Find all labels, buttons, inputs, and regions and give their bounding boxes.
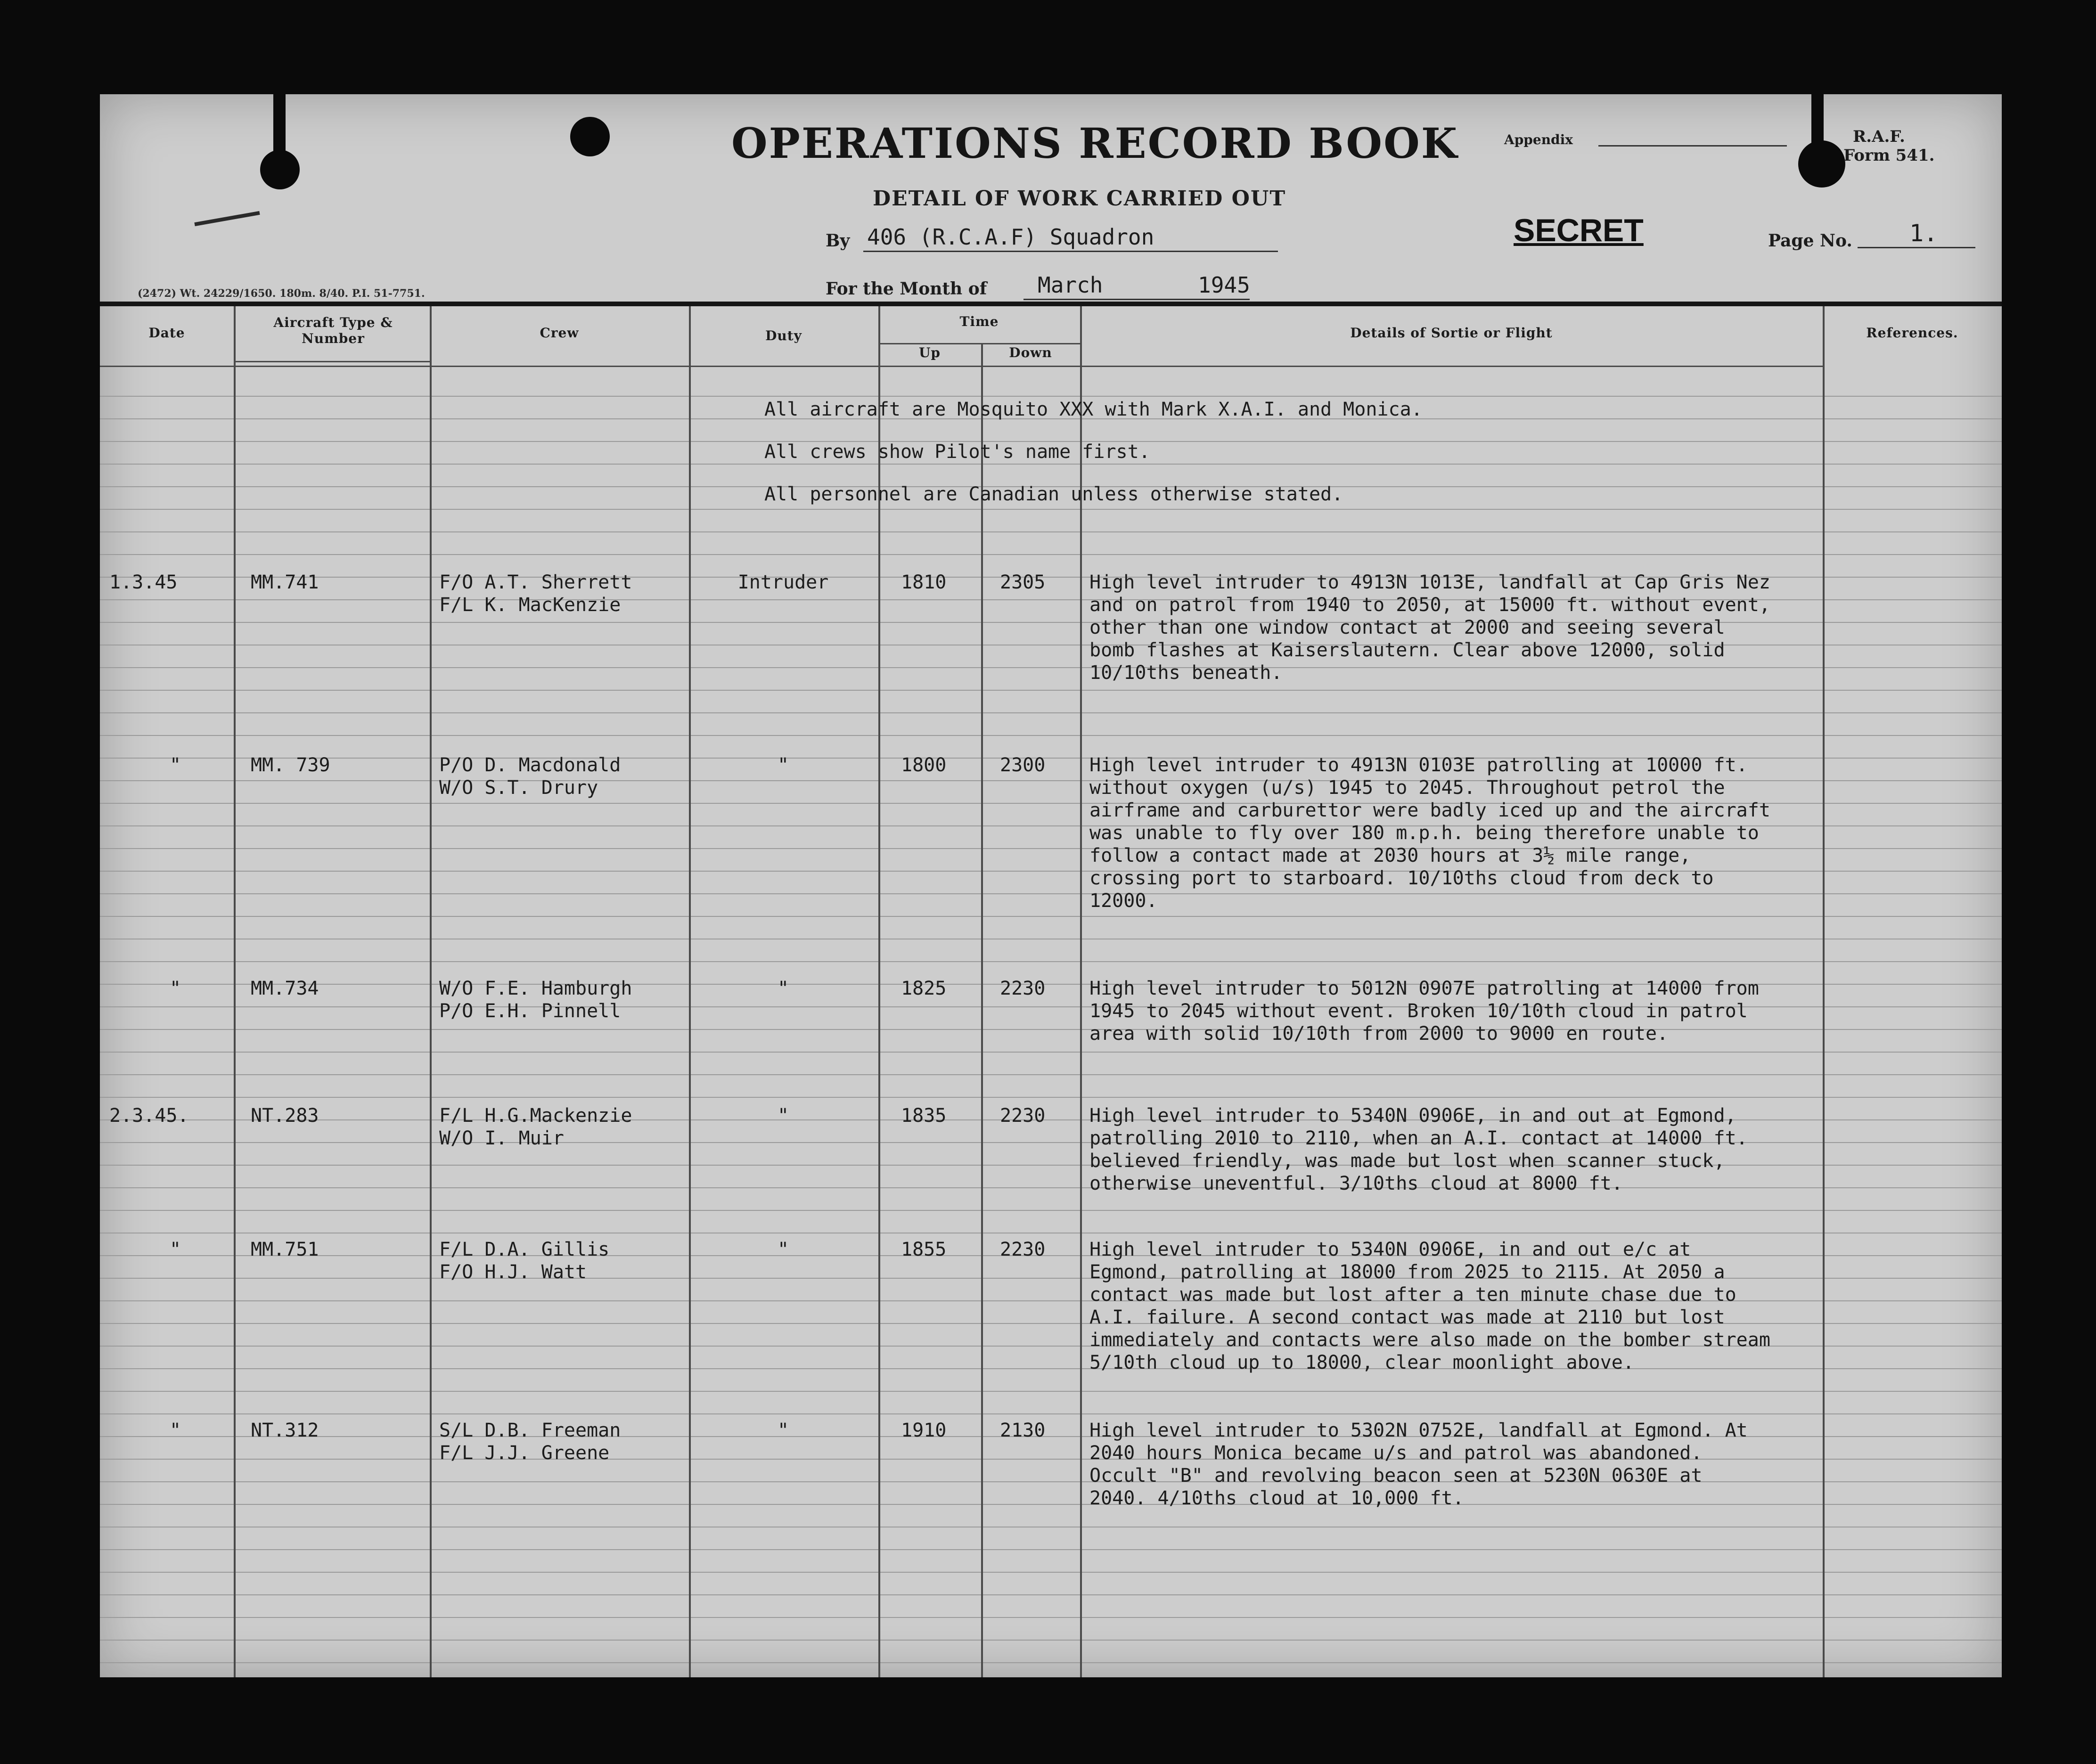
binder-hole-mid — [570, 117, 610, 156]
note-crews: All crews show Pilot's name first. — [764, 441, 1150, 463]
entry-time-down: 2130 — [1000, 1420, 1046, 1441]
ruled-line — [100, 848, 2002, 849]
ruled-line — [100, 1549, 2002, 1550]
raf-label: R.A.F. — [1853, 127, 1905, 146]
entry-time-up: 1810 — [901, 572, 947, 593]
ruled-line — [100, 1481, 2002, 1482]
page-number: 1. — [1909, 220, 1938, 247]
pen-mark — [194, 211, 260, 226]
col-divider-crew — [689, 306, 691, 1677]
entry-date: " — [169, 754, 181, 776]
ruled-line — [100, 916, 2002, 917]
entry-detail-line: 2040. 4/10ths cloud at 10,000 ft. — [1089, 1487, 1464, 1509]
col-divider-time — [1080, 306, 1082, 1677]
entry-detail-line: immediately and contacts were also made on the bomber stream — [1089, 1329, 1770, 1351]
entry-time-down: 2230 — [1000, 1105, 1046, 1127]
col-divider-aircraft — [430, 306, 432, 1677]
entry-date: " — [169, 1239, 181, 1260]
entry-crew-member: F/O H.J. Watt — [439, 1261, 587, 1283]
appendix-label: Appendix — [1504, 132, 1573, 147]
ruled-line — [100, 1572, 2002, 1573]
entry-aircraft: MM.741 — [251, 572, 319, 593]
col-divider-date — [234, 306, 236, 1677]
ruled-line — [100, 893, 2002, 894]
entry-duty: " — [777, 1420, 789, 1441]
table-top-rule — [100, 302, 2002, 306]
entry-detail-line: High level intruder to 4913N 1013E, landfall at Cap Gris Nez — [1089, 572, 1770, 593]
month-value: March — [1038, 272, 1103, 298]
entry-time-up: 1910 — [901, 1420, 947, 1441]
entry-crew-member: P/O E.H. Pinnell — [439, 1000, 621, 1022]
note-aircraft: All aircraft are Mosquito XXX with Mark X.A.I. and Monica. — [764, 399, 1423, 420]
entry-aircraft: MM. 739 — [251, 754, 330, 776]
by-label: By — [826, 231, 850, 251]
entry-detail-line: Egmond, patrolling at 18000 from 2025 to 2115. At 2050 a — [1089, 1261, 1725, 1283]
ruled-line — [100, 1255, 2002, 1256]
entry-detail-line: otherwise uneventful. 3/10ths cloud at 8000 ft. — [1089, 1173, 1623, 1194]
entry-duty: " — [777, 1239, 789, 1260]
ruled-line — [100, 1504, 2002, 1505]
entry-detail-line: bomb flashes at Kaiserslautern. Clear above 12000, solid — [1089, 639, 1725, 661]
ruled-line — [100, 1052, 2002, 1053]
entry-time-up: 1800 — [901, 754, 947, 776]
ruled-line — [100, 531, 2002, 532]
entry-duty: " — [777, 978, 789, 999]
entry-detail-line: A.I. failure. A second contact was made at 2110 but lost — [1089, 1307, 1725, 1328]
unit-name: 406 (R.C.A.F) Squadron — [867, 224, 1154, 250]
entry-time-up: 1825 — [901, 978, 947, 999]
entry-detail-line: High level intruder to 5302N 0752E, landfall at Egmond. At — [1089, 1420, 1748, 1441]
col-header-down: Down — [1009, 345, 1052, 360]
entry-date: 2.3.45. — [109, 1105, 189, 1127]
entry-detail-line: High level intruder to 5340N 0906E, in and out e/c at — [1089, 1239, 1691, 1260]
print-code: (2472) Wt. 24229/1650. 180m. 8/40. P.I. 51-7751. — [138, 287, 425, 300]
entry-crew-member: F/L K. MacKenzie — [439, 594, 621, 616]
ruled-line — [100, 871, 2002, 872]
note-personnel: All personnel are Canadian unless otherwise stated. — [764, 483, 1343, 505]
entry-detail-line: patrolling 2010 to 2110, when an A.I. contact at 14000 ft. — [1089, 1127, 1748, 1149]
ruled-line — [100, 509, 2002, 510]
ruled-line — [100, 1029, 2002, 1030]
appendix-underline — [1598, 145, 1787, 147]
entry-crew-member: S/L D.B. Freeman — [439, 1420, 621, 1441]
col-header-references: References. — [1866, 325, 1958, 341]
entry-crew-member: F/L J.J. Greene — [439, 1442, 610, 1464]
ruled-line — [100, 1368, 2002, 1369]
entry-crew-member: F/O A.T. Sherrett — [439, 572, 632, 593]
entry-crew-member: P/O D. Macdonald — [439, 754, 621, 776]
entry-detail-line: High level intruder to 5340N 0906E, in and out at Egmond, — [1089, 1105, 1736, 1127]
binder-hole-left — [260, 150, 300, 189]
entry-date: " — [169, 978, 181, 999]
entry-crew-member: F/L H.G.Mackenzie — [439, 1105, 632, 1127]
entry-duty: " — [777, 754, 789, 776]
binder-hole-right — [1798, 140, 1845, 188]
ruled-line — [100, 1662, 2002, 1663]
entry-detail-line: 10/10ths beneath. — [1089, 662, 1283, 684]
time-header-rule — [879, 343, 1080, 344]
entry-detail-line: 5/10th cloud up to 18000, clear moonlight above. — [1089, 1352, 1634, 1373]
entry-detail-line: was unable to fly over 180 m.p.h. being therefore unable to — [1089, 822, 1759, 844]
col-divider-details — [1823, 306, 1825, 1677]
unit-underline — [863, 251, 1278, 252]
entry-detail-line: without oxygen (u/s) 1945 to 2045. Throughout petrol the — [1089, 777, 1725, 799]
year-value: 1945 — [1198, 272, 1250, 298]
entry-time-down: 2230 — [1000, 978, 1046, 999]
col-header-crew: Crew — [540, 325, 579, 341]
col-header-details: Details of Sortie or Flight — [1350, 325, 1553, 341]
entry-time-down: 2305 — [1000, 572, 1046, 593]
entry-crew-member: W/O F.E. Hamburgh — [439, 978, 632, 999]
ruled-line — [100, 712, 2002, 713]
entry-aircraft: MM.751 — [251, 1239, 319, 1260]
entry-crew-member: F/L D.A. Gillis — [439, 1239, 610, 1260]
entry-duty: Intruder — [737, 572, 829, 593]
entry-detail-line: High level intruder to 5012N 0907E patrolling at 14000 from — [1089, 978, 1759, 999]
col-divider-duty — [878, 306, 880, 1677]
entry-date: 1.3.45 — [109, 572, 178, 593]
entry-time-down: 2230 — [1000, 1239, 1046, 1260]
entry-detail-line: 2040 hours Monica became u/s and patrol was abandoned. — [1089, 1442, 1703, 1464]
header-bottom-rule — [100, 366, 1823, 367]
ruled-line — [100, 1594, 2002, 1595]
month-label: For the Month of — [826, 279, 987, 299]
ruled-line — [100, 1459, 2002, 1460]
entry-detail-line: Occult "B" and revolving beacon seen at 5230N 0630E at — [1089, 1465, 1703, 1486]
entry-detail-line: follow a contact made at 2030 hours at 3½ mile range, — [1089, 845, 1691, 866]
entry-detail-line: and on patrol from 1940 to 2050, at 15000 ft. without event, — [1089, 594, 1770, 616]
entry-detail-line: High level intruder to 4913N 0103E patrolling at 10000 ft. — [1089, 754, 1748, 776]
entry-duty: " — [777, 1105, 789, 1127]
month-underline — [1023, 299, 1250, 300]
form-title: OPERATIONS RECORD BOOK — [731, 119, 1459, 168]
entry-aircraft: MM.734 — [251, 978, 319, 999]
ruled-line — [100, 1617, 2002, 1618]
form-number: Form 541. — [1843, 146, 1935, 165]
form-subtitle: DETAIL OF WORK CARRIED OUT — [873, 187, 1286, 211]
ruled-line — [100, 1413, 2002, 1414]
entry-detail-line: crossing port to starboard. 10/10ths cloud from deck to — [1089, 867, 1714, 889]
ruled-line — [100, 464, 2002, 465]
ruled-line — [100, 1391, 2002, 1392]
entry-detail-line: believed friendly, was made but lost when scanner stuck, — [1089, 1150, 1725, 1172]
entry-time-up: 1835 — [901, 1105, 947, 1127]
binder-slot-left — [273, 94, 286, 155]
ruled-line — [100, 735, 2002, 736]
col-divider-up — [981, 344, 983, 1677]
col-header-up: Up — [919, 345, 941, 360]
ruled-line — [100, 961, 2002, 962]
classification-stamp: SECRET — [1514, 212, 1644, 248]
page-underline — [1858, 247, 1975, 248]
page-label: Page No. — [1768, 231, 1852, 251]
aircraft-header-rule — [235, 361, 430, 362]
entry-detail-line: area with solid 10/10th from 2000 to 9000 en route. — [1089, 1023, 1669, 1045]
col-header-aircraft: Aircraft Type & Number — [273, 315, 393, 346]
entry-detail-line: contact was made but lost after a ten minute chase due to — [1089, 1284, 1736, 1306]
entry-time-down: 2300 — [1000, 754, 1046, 776]
ruled-line — [100, 554, 2002, 555]
ruled-line — [100, 1210, 2002, 1211]
entry-crew-member: W/O S.T. Drury — [439, 777, 598, 799]
entry-date: " — [169, 1420, 181, 1441]
col-header-duty: Duty — [765, 328, 802, 343]
entry-crew-member: W/O I. Muir — [439, 1127, 564, 1149]
ruled-line — [100, 667, 2002, 668]
entry-detail-line: airframe and carburettor were badly iced up and the aircraft — [1089, 800, 1770, 821]
ruled-line — [100, 1187, 2002, 1188]
ruled-line — [100, 396, 2002, 397]
entry-detail-line: other than one window contact at 2000 and seeing several — [1089, 617, 1725, 638]
ruled-line — [100, 1074, 2002, 1075]
ruled-line — [100, 1097, 2002, 1098]
ruled-line — [100, 690, 2002, 691]
record-sheet — [100, 94, 2002, 1677]
col-header-date: Date — [148, 325, 185, 341]
col-header-time: Time — [959, 314, 999, 329]
entry-time-up: 1855 — [901, 1239, 947, 1260]
entry-detail-line: 12000. — [1089, 890, 1158, 912]
entry-aircraft: NT.312 — [251, 1420, 319, 1441]
entry-aircraft: NT.283 — [251, 1105, 319, 1127]
entry-detail-line: 1945 to 2045 without event. Broken 10/10th cloud in patrol — [1089, 1000, 1748, 1022]
ruled-line — [100, 1640, 2002, 1641]
